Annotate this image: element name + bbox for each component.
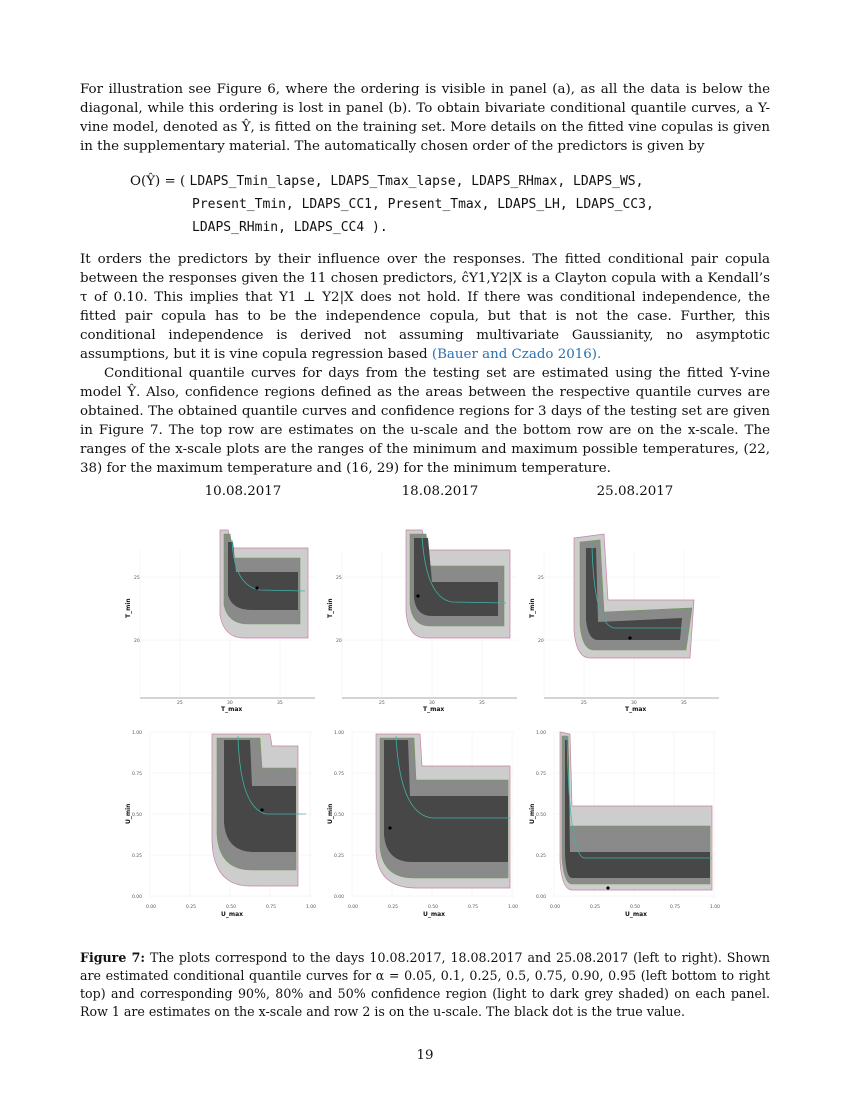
panel-uscale-2 [322, 722, 522, 922]
xtick: 25 [379, 701, 385, 706]
ytick: 0.00 [536, 895, 547, 900]
ytick: 0.50 [536, 813, 547, 818]
ytick: 20 [538, 639, 544, 644]
ytick: 0.25 [132, 854, 143, 859]
panel-uscale-3 [524, 722, 724, 922]
order-lhs: O(Ŷ) = ( [130, 174, 186, 189]
ytick: 25 [134, 576, 140, 581]
ytick: 0.75 [536, 772, 547, 777]
order-formula-line1 [130, 174, 643, 189]
x-axis-label: U_max [423, 911, 446, 918]
order-list-line3: LDAPS_RHmin, LDAPS_CC4 ). [192, 220, 388, 235]
date-title-3: 25.08.2017 [596, 484, 674, 499]
xtick: 1.00 [710, 905, 721, 910]
date-title-1: 10.08.2017 [204, 484, 282, 499]
xtick: 0.50 [630, 905, 641, 910]
paragraph-copula-text: It orders the predictors by their influence over the responses. The fitted conditional pair copula between the responses given the 11 chosen predictors, ĉY1,Y2|X is a Clayton copula with a Kendall’s τ of 0.10. This implies that Y1 ⊥ Y2|X does not hold. If there was conditional independence, the fitted pair copula has to be the independence copula, but that is not the case. Further, this conditional independence is derived not assuming multivariate Gaussianity, no asymptotic assumptions, but it is vine copula regression based [80, 252, 770, 362]
panel-xscale-2 [322, 520, 522, 720]
xtick: 0.00 [146, 905, 157, 910]
caption-text: The plots correspond to the days 10.08.2017, 18.08.2017 and 25.08.2017 (left to right). Shown are estimated conditional quantile curves for α = 0.05, 0.1, 0.25, 0.5, 0.75, 0.90, 0.95 (left bottom to right top) and corresponding 90%, 80% and 50% confidence region (light to dark grey shaded) on each panel. Row 1 are estimates on the x-scale and row 2 is on the u-scale. The black dot is the true value. [80, 950, 770, 1019]
ytick: 25 [336, 576, 342, 581]
panel-xscale-3 [524, 520, 724, 720]
x-axis-label: T_max [423, 706, 445, 713]
ytick: 25 [538, 576, 544, 581]
y-axis-label: T_min [125, 598, 132, 618]
ytick: 0.25 [536, 854, 547, 859]
xtick: 35 [681, 701, 687, 706]
figure-caption [80, 949, 770, 1021]
order-list-line2: Present_Tmin, LDAPS_CC1, Present_Tmax, LDAPS_LH, LDAPS_CC3, [192, 197, 654, 212]
ytick: 0.50 [132, 813, 143, 818]
x-axis-label: U_max [625, 911, 648, 918]
xtick: 0.00 [348, 905, 359, 910]
paragraph-copula [80, 250, 770, 364]
xtick: 30 [227, 701, 233, 706]
x-axis-label: T_max [625, 706, 647, 713]
xtick: 0.75 [266, 905, 277, 910]
ytick: 0.00 [132, 895, 143, 900]
ytick: 0.00 [334, 895, 345, 900]
ytick: 1.00 [536, 731, 547, 736]
x-axis-label: T_max [221, 706, 243, 713]
xtick: 35 [479, 701, 485, 706]
y-axis-label: U_min [327, 803, 334, 824]
order-list-line1: LDAPS_Tmin_lapse, LDAPS_Tmax_lapse, LDAPS_RHmax, LDAPS_WS, [189, 174, 644, 189]
xtick: 1.00 [508, 905, 519, 910]
xtick: 35 [277, 701, 283, 706]
caption-label: Figure 7: [80, 950, 146, 965]
y-axis-label: T_min [529, 598, 536, 618]
ytick: 0.75 [132, 772, 143, 777]
ytick: 0.50 [334, 813, 345, 818]
xtick: 0.75 [468, 905, 479, 910]
xtick: 25 [581, 701, 587, 706]
page-number: 19 [416, 1048, 434, 1063]
ytick: 0.75 [334, 772, 345, 777]
paragraph-quantiles: Conditional quantile curves for days from the testing set are estimated using the fitted Y-vine model Ŷ. Also, confidence regions defined as the areas between the respective quantile curves are obtained. The obtained quantile curves and confidence regions for 3 days of the testing set are given in Figure 7. The top row are estimates on the u-scale and the bottom row are on the x-scale. The ranges of the x-scale plots are the ranges of the minimum and maximum possible temperatures, (22, 38) for the maximum temperature and (16, 29) for the minimum temperature. [80, 366, 770, 476]
xtick: 1.00 [306, 905, 317, 910]
xtick: 0.50 [428, 905, 439, 910]
y-axis-label: T_min [327, 598, 334, 618]
xtick: 0.25 [590, 905, 601, 910]
xtick: 30 [429, 701, 435, 706]
ytick: 20 [336, 639, 342, 644]
xtick: 25 [177, 701, 183, 706]
x-axis-label: U_max [221, 911, 244, 918]
ytick: 0.25 [334, 854, 345, 859]
ytick: 1.00 [334, 731, 345, 736]
ytick: 20 [134, 639, 140, 644]
y-axis-label: U_min [529, 803, 536, 824]
panel-uscale-1 [120, 722, 320, 922]
xtick: 0.25 [388, 905, 399, 910]
xtick: 0.75 [670, 905, 681, 910]
xtick: 0.00 [550, 905, 561, 910]
ytick: 1.00 [132, 731, 143, 736]
xtick: 30 [631, 701, 637, 706]
paragraph-intro: For illustration see Figure 6, where the ordering is visible in panel (a), as all the data is below the diagonal, while this ordering is lost in panel (b). To obtain bivariate conditional quantile curves, a Y-vine model, denoted as Ŷ, is fitted on the training set. More details on the fitted vine copulas is given in the supplementary material. The automatically chosen order of the predictors is given by [80, 82, 770, 154]
xtick: 0.25 [186, 905, 197, 910]
y-axis-label: U_min [125, 803, 132, 824]
panel-xscale-1 [120, 520, 320, 720]
citation-link[interactable]: (Bauer and Czado 2016). [431, 347, 602, 362]
xtick: 0.50 [226, 905, 237, 910]
date-title-2: 18.08.2017 [401, 484, 479, 499]
